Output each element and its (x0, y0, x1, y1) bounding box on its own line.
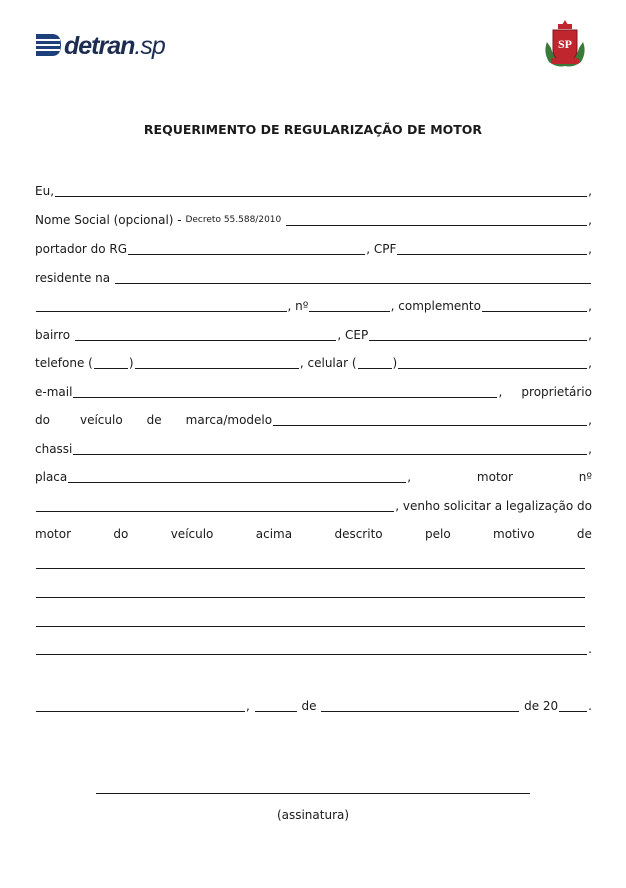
comma: , (588, 184, 592, 198)
signature-line[interactable] (96, 793, 530, 794)
comma: , (287, 299, 292, 313)
line-placa (35, 464, 592, 484)
field-dia[interactable] (255, 698, 297, 712)
line-motivo-3 (35, 608, 586, 628)
field-mes[interactable] (321, 698, 519, 712)
field-numero[interactable] (309, 298, 389, 312)
word-do: do (113, 527, 129, 541)
label-eu: Eu, (35, 184, 55, 198)
detran-logo (34, 28, 184, 64)
comma: , (390, 299, 395, 313)
comma: , (395, 499, 400, 513)
field-bairro[interactable] (75, 327, 337, 341)
label-complemento: complemento (398, 299, 481, 313)
label-decreto: Decreto 55.588/2010 (185, 215, 282, 225)
label-rg: portador do RG (35, 242, 128, 256)
line-motivo-4 (35, 636, 592, 656)
field-nome[interactable] (55, 183, 587, 197)
field-complemento[interactable] (482, 298, 587, 312)
field-numero-motor[interactable] (36, 498, 394, 512)
comma: , (588, 413, 592, 427)
field-motivo-1[interactable] (36, 555, 585, 569)
label-residente: residente na (35, 271, 111, 285)
field-ddd-celular[interactable] (358, 355, 392, 369)
line-email (35, 379, 592, 399)
field-placa[interactable] (68, 469, 406, 483)
label-cep: CEP (345, 328, 369, 342)
line-bairro-cep (35, 322, 592, 342)
detran-logo-icon (34, 30, 62, 60)
line-telefone (35, 350, 592, 370)
field-marca-modelo[interactable] (273, 412, 587, 426)
line-venho (35, 493, 592, 513)
word-de: de (146, 413, 162, 427)
period: . (588, 642, 592, 656)
paren-close: ) (392, 356, 398, 370)
label-chassi: chassi (35, 442, 73, 456)
comma: , (246, 699, 250, 713)
label-nome-social: Nome Social (opcional) - (35, 213, 182, 227)
field-rg[interactable] (128, 241, 365, 255)
word-veiculo: veículo (79, 413, 123, 427)
label-numero: nº (295, 299, 309, 313)
word-motivo: motivo (493, 527, 535, 541)
field-nome-social[interactable] (286, 212, 587, 226)
comma: , (588, 442, 592, 456)
signature-label: (assinatura) (276, 808, 350, 822)
sao-paulo-seal (541, 18, 589, 70)
label-celular: celular ( (307, 356, 357, 370)
line-data (35, 693, 592, 713)
comma: , (588, 299, 592, 313)
word-veiculo: veículo (170, 527, 214, 541)
label-telefone: telefone ( (35, 356, 93, 370)
line-rg-cpf (35, 236, 592, 256)
label-cpf: CPF (373, 242, 397, 256)
comma: , (299, 356, 304, 370)
field-endereco-cont[interactable] (36, 298, 287, 312)
page-title: REQUERIMENTO DE REGULARIZAÇÃO DE MOTOR (143, 122, 483, 137)
field-ano[interactable] (559, 698, 587, 712)
line-chassi (35, 436, 592, 456)
line-marca-modelo (35, 407, 592, 427)
label-de-20: de 20 (524, 699, 559, 713)
label-bairro: bairro (35, 328, 71, 342)
seal-letters: SP (557, 37, 573, 51)
field-motivo-4[interactable] (36, 641, 587, 655)
field-cpf[interactable] (397, 241, 587, 255)
word-descrito: descrito (334, 527, 383, 541)
label-venho: venho solicitar a legalização do (402, 499, 592, 513)
label-proprietario: proprietário (521, 385, 592, 399)
field-celular[interactable] (398, 355, 587, 369)
field-cep[interactable] (369, 327, 587, 341)
label-numero-motor: nº (578, 470, 592, 484)
label-placa: placa (35, 470, 68, 484)
field-ddd-telefone[interactable] (94, 355, 128, 369)
comma: , (337, 328, 342, 342)
comma: , (498, 385, 503, 399)
word-pelo: pelo (424, 527, 451, 541)
period: . (588, 699, 592, 713)
line-motivo-1 (35, 550, 586, 570)
line-eu (35, 178, 592, 198)
comma: , (588, 356, 592, 370)
comma: , (588, 242, 592, 256)
field-motivo-2[interactable] (36, 584, 585, 598)
label-email: e-mail (35, 385, 73, 399)
line-residente (35, 265, 592, 285)
paren-close: ) (128, 356, 134, 370)
field-motivo-3[interactable] (36, 613, 585, 627)
field-cidade[interactable] (36, 698, 245, 712)
label-de: de (301, 699, 317, 713)
comma: , (407, 470, 412, 484)
label-marca-modelo: marca/modelo (185, 413, 273, 427)
word-motor: motor (35, 527, 72, 541)
comma: , (366, 242, 371, 256)
word-do: do (35, 413, 50, 427)
line-motivo (35, 521, 592, 541)
word-acima: acima (255, 527, 293, 541)
line-nome-social (35, 207, 592, 227)
field-chassi[interactable] (73, 441, 587, 455)
line-numero (35, 293, 592, 313)
field-endereco[interactable] (115, 270, 591, 284)
word-de: de (576, 527, 592, 541)
label-motor: motor (476, 470, 513, 484)
logo-word: detran (64, 32, 135, 60)
comma: , (588, 328, 592, 342)
field-email[interactable] (73, 384, 497, 398)
logo-suffix: .sp (134, 32, 165, 60)
comma: , (588, 213, 592, 227)
field-telefone[interactable] (135, 355, 299, 369)
line-motivo-2 (35, 579, 586, 599)
